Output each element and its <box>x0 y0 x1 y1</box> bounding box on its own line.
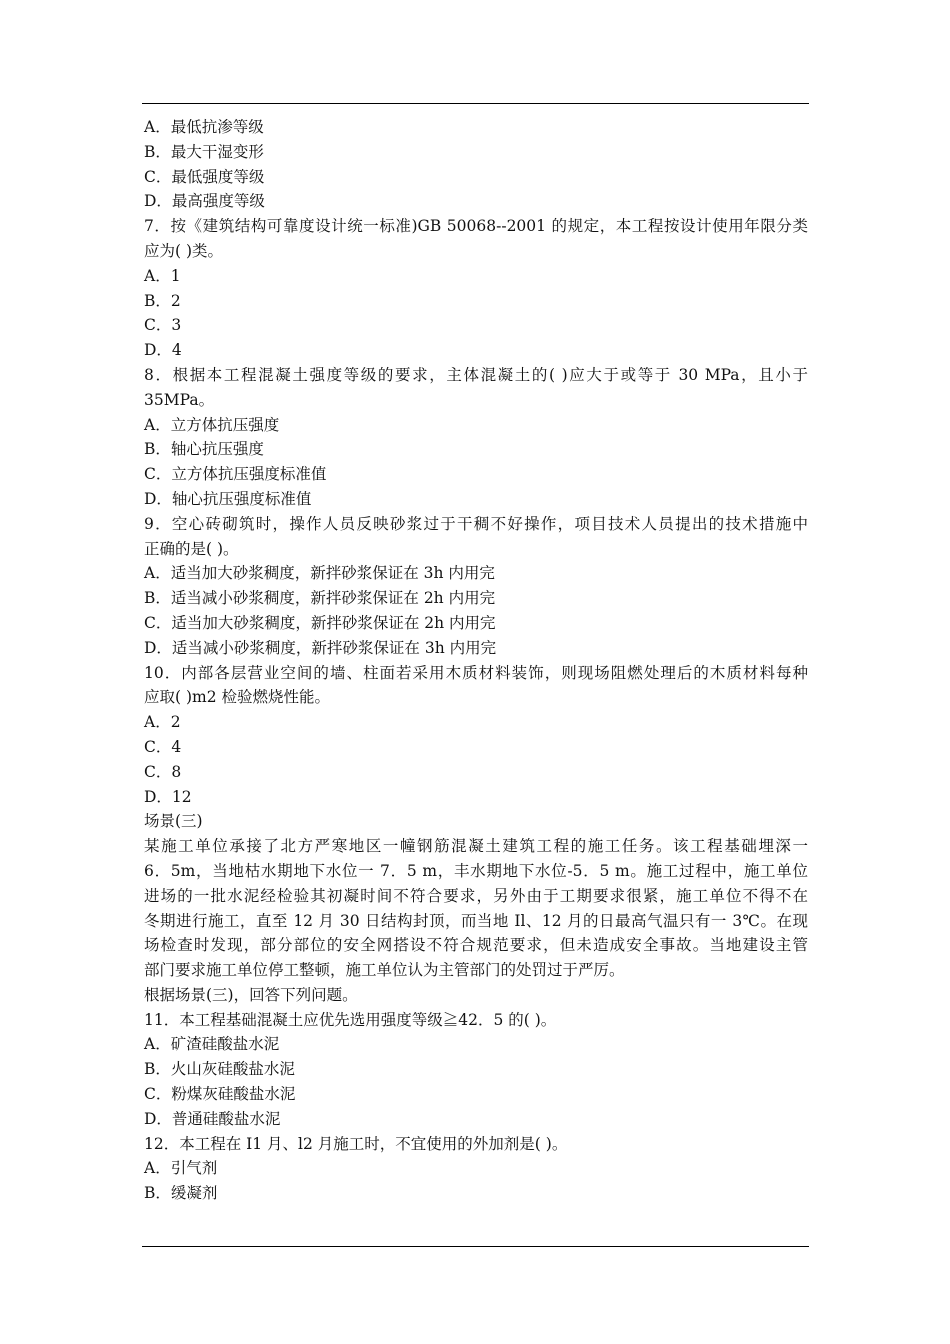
text-line: 6．5m，当地枯水期地下水位一 7．5 m，丰水期地下水位-5．5 m。施工过程中，施工单位 <box>144 861 808 880</box>
header-rule <box>142 103 809 104</box>
text-line: 根据场景(三)，回答下列问题。 <box>144 985 358 1004</box>
text-line: D．最高强度等级 <box>144 192 265 211</box>
text-line: 应为( )类。 <box>144 241 224 260</box>
text-line: 正确的是( )。 <box>144 539 239 558</box>
text-line: C．3 <box>144 316 182 335</box>
text-line: B．最大干湿变形 <box>144 142 264 161</box>
text-line: C．立方体抗压强度标准值 <box>144 465 327 484</box>
text-line: C．适当加大砂浆稠度，新拌砂浆保证在 2h 内用完 <box>144 613 496 632</box>
text-line: A．适当加大砂浆稠度，新拌砂浆保证在 3h 内用完 <box>144 564 495 583</box>
footer-rule <box>142 1246 809 1247</box>
text-line: 场景(三) <box>144 812 203 831</box>
text-line: D．轴心抗压强度标准值 <box>144 489 312 508</box>
text-line: 场检查时发现，部分部位的安全网搭设不符合规范要求，但未造成安全事故。当地建设主管 <box>144 936 808 955</box>
text-line: C．8 <box>144 762 182 781</box>
text-line: 进场的一批水泥经检验其初凝时间不符合要求，另外由于工期要求很紧，施工单位不得不在 <box>144 886 808 905</box>
text-line: B．适当减小砂浆稠度，新拌砂浆保证在 2h 内用完 <box>144 589 496 608</box>
text-line: 35MPa。 <box>144 390 215 409</box>
text-line: D．普通硅酸盐水泥 <box>144 1109 281 1128</box>
text-line: C．最低强度等级 <box>144 167 265 186</box>
text-line: B．2 <box>144 291 181 310</box>
text-line: A．立方体抗压强度 <box>144 415 280 434</box>
text-line: A．引气剂 <box>144 1159 218 1178</box>
text-line: A．矿渣硅酸盐水泥 <box>144 1035 280 1054</box>
document-body <box>144 115 808 1206</box>
text-line: 10．内部各层营业空间的墙、柱面若采用木质材料装饰，则现场阻燃处理后的木质材料每种 <box>144 663 808 682</box>
text-line: A．2 <box>144 713 181 732</box>
text-line: 12．本工程在 I1 月、l2 月施工时，不宜使用的外加剂是( )。 <box>144 1134 568 1153</box>
text-line: 某施工单位承接了北方严寒地区一幢钢筋混凝土建筑工程的施工任务。该工程基础埋深一 <box>144 837 808 856</box>
text-line: 应取( )m2 检验燃烧性能。 <box>144 688 331 707</box>
text-line: 7．按《建筑结构可靠度设计统一标准)GB 50068--2001 的规定，本工程按设计使用年限分类 <box>144 217 808 236</box>
text-line: B．缓凝剂 <box>144 1184 218 1203</box>
text-line: 冬期进行施工，直至 12 月 30 日结构封顶，而当地 Il、12 月的日最高气温只有一 3℃。在现 <box>144 911 808 930</box>
text-line: A．1 <box>144 266 181 285</box>
text-line: C．4 <box>144 737 182 756</box>
text-line: A．最低抗渗等级 <box>144 118 264 136</box>
text-line: 8．根据本工程混凝土强度等级的要求，主体混凝土的( )应大于或等于 30 MPa，且小于 <box>144 365 808 384</box>
text-line: 11．本工程基础混凝土应优先选用强度等级≧42．5 的( )。 <box>144 1010 557 1029</box>
text-line: D．4 <box>144 341 182 360</box>
text-line: 部门要求施工单位停工整顿，施工单位认为主管部门的处罚过于严厉。 <box>144 961 625 980</box>
text-line: B．轴心抗压强度 <box>144 440 264 459</box>
text-line: C．粉煤灰硅酸盐水泥 <box>144 1085 296 1104</box>
text-line: 9．空心砖砌筑时，操作人员反映砂浆过于干稠不好操作，项目技术人员提出的技术措施中 <box>144 514 808 533</box>
text-line: B．火山灰硅酸盐水泥 <box>144 1060 295 1079</box>
text-line: D．适当减小砂浆稠度，新拌砂浆保证在 3h 内用完 <box>144 638 497 657</box>
text-line: D．12 <box>144 787 192 806</box>
